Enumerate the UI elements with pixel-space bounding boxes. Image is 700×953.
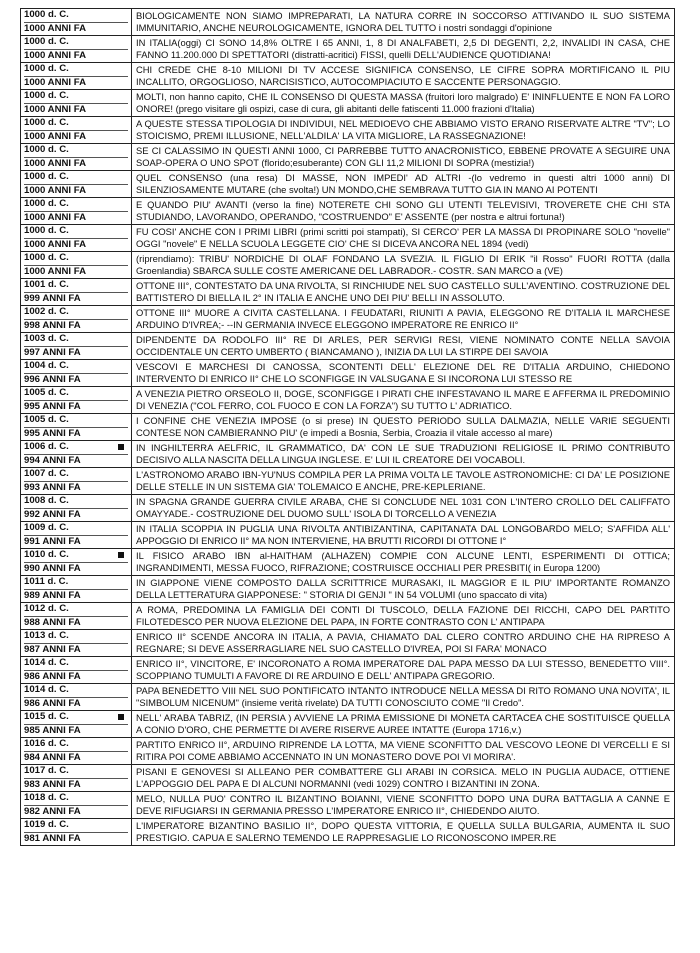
year-text: 1018 d. C. xyxy=(24,792,69,803)
date-cell xyxy=(21,441,132,468)
years-ago-label: 988 ANNI FA xyxy=(24,616,128,630)
years-ago-label: 997 ANNI FA xyxy=(24,346,128,360)
event-description: A ROMA, PREDOMINA LA FAMIGLIA DEI CONTI DI TUSCOLO, DELLA FAZIONE DEI RICCHI, CAPO DEL PARTITO FILOTEDESCO PER NUOVA ELEZIONE DEL PAPA, IN FORTE CONTRASTO CON L' ANTIPAPA xyxy=(132,603,675,630)
year-label xyxy=(24,63,128,76)
year-label xyxy=(24,117,128,130)
year-text: 1001 d. C. xyxy=(24,279,69,290)
years-ago-label: 992 ANNI FA xyxy=(24,508,128,522)
year-label xyxy=(24,765,128,778)
years-ago-label: 981 ANNI FA xyxy=(24,832,128,846)
event-description: L'IMPERATORE BIZANTINO BASILIO II°, DOPO QUESTA VITTORIA, E QUELLA SULLA BULGARIA, AUMENTA IL SUO PRESTIGIO. CAPUA E SALERNO TEMENDO LE RAPPRESAGLIE LO RICONOSCONO IMPER.RE xyxy=(132,819,675,846)
years-ago-label: 1000 ANNI FA xyxy=(24,238,128,252)
years-ago-label: 1000 ANNI FA xyxy=(24,265,128,279)
year-label xyxy=(24,792,128,805)
event-description: IN SPAGNA GRANDE GUERRA CIVILE ARABA, CHE SI CONCLUDE NEL 1031 CON L'INTERO CROLLO DEL CALIFFATO OMAYYADE.- COSTRUZIONE DEL DUOMO SULL' ISOLA DI TORCELLO A VENEZIA xyxy=(132,495,675,522)
years-ago-label: 986 ANNI FA xyxy=(24,670,128,684)
date-cell xyxy=(21,738,132,765)
table-row xyxy=(21,144,675,171)
table-row xyxy=(21,171,675,198)
table-row xyxy=(21,522,675,549)
year-text: 1016 d. C. xyxy=(24,738,69,749)
years-ago-label: 999 ANNI FA xyxy=(24,292,128,306)
date-cell xyxy=(21,603,132,630)
chronology-page xyxy=(20,8,675,846)
date-cell xyxy=(21,198,132,225)
table-row xyxy=(21,9,675,36)
date-cell xyxy=(21,657,132,684)
event-description: L'ASTRONOMO ARABO IBN-YU'NUS COMPILA PER LA PRIMA VOLTA LE TAVOLE ASTRONOMICHE: CI DA' LE POSIZIONE DELLE STELLE IN UN SISTEMA GIA' TOLEMAICO E ANCHE, PRE-KEPLERIANE. xyxy=(132,468,675,495)
year-text: 1000 d. C. xyxy=(24,171,69,182)
event-description: PAPA BENEDETTO VIII NEL SUO PONTIFICATO INTANTO INTRODUCE NELLA MESSA DI RITO ROMANO UNA NOVITA', IL "SIMBOLUM NICENUM" (insieme verità rivelate) DA TUTTI CONOSCIUTO COME "Il Credo". xyxy=(132,684,675,711)
year-text: 1011 d. C. xyxy=(24,576,69,587)
year-label xyxy=(24,252,128,265)
date-cell xyxy=(21,90,132,117)
date-cell xyxy=(21,117,132,144)
years-ago-label: 985 ANNI FA xyxy=(24,724,128,738)
table-row xyxy=(21,441,675,468)
event-description: MOLTI, non hanno capito, CHE IL CONSENSO DI QUESTA MASSA (fruitori loro malgrado) E' ININFLUENTE E NON FA LORO ONORE! (prego visitare gli ospizi, case di cura, gli abitanti delle fatiscenti 11.000 frazioni d'Italia) xyxy=(132,90,675,117)
year-label xyxy=(24,171,128,184)
year-label xyxy=(24,333,128,346)
years-ago-label: 983 ANNI FA xyxy=(24,778,128,792)
year-label xyxy=(24,684,128,697)
year-label xyxy=(24,36,128,49)
date-cell xyxy=(21,279,132,306)
event-description: IN INGHILTERRA AELFRIC, IL GRAMMATICO, DA' CON LE SUE TRADUZIONI RELIGIOSE IL PRIMO CONTRIBUTO DECISIVO ALLA NASCITA DELLA LINGUA INGLESE. E' LUI IL CREATORE DEI VOCABOLI. xyxy=(132,441,675,468)
years-ago-label: 1000 ANNI FA xyxy=(24,184,128,198)
years-ago-label: 994 ANNI FA xyxy=(24,454,128,468)
table-row xyxy=(21,738,675,765)
years-ago-label: 989 ANNI FA xyxy=(24,589,128,603)
highlight-square-icon xyxy=(118,714,124,720)
year-text: 1005 d. C. xyxy=(24,414,69,425)
event-description: PISANI E GENOVESI SI ALLEANO PER COMBATTERE GLI ARABI IN CORSICA. MELO IN PUGLIA AUDACE, OTTIENE L'APPOGGIO DEL PAPA E DI ALCUNI NORMANNI (vedi 1029) CONTRO I BIZANTINI IN ZONA. xyxy=(132,765,675,792)
table-row xyxy=(21,603,675,630)
table-row xyxy=(21,414,675,441)
year-label xyxy=(24,279,128,292)
year-text: 1006 d. C. xyxy=(24,441,69,452)
table-row xyxy=(21,549,675,576)
event-description: A VENEZIA PIETRO ORSEOLO II, DOGE, SCONFIGGE I PIRATI CHE INFESTAVANO IL MARE E AFFERMA IL PREDOMINIO DI VENEZIA ("COL FERRO, COL FUOCO E CON LA FORZA") SU TUTTO L' ADRIATICO. xyxy=(132,387,675,414)
event-description: OTTONE III° MUORE A CIVITA CASTELLANA. I FEUDATARI, RIUNITI A PAVIA, ELEGGONO RE D'ITALIA IL MARCHESE ARDUINO D'IVREA;- --IN GERMANIA INVECE ELEGGONO IMPERATORE RE ENRICO II° xyxy=(132,306,675,333)
years-ago-label: 995 ANNI FA xyxy=(24,400,128,414)
year-label xyxy=(24,522,128,535)
table-row xyxy=(21,576,675,603)
year-text: 1015 d. C. xyxy=(24,711,69,722)
event-description: SE CI CALASSIMO IN QUESTI ANNI 1000, CI PARREBBE TUTTO ANACRONISTICO, EBBENE PROVATE A SEGUIRE UNA SOAP-OPERA O UNO SPOT (florido;esuberante) CON GLI 11,2 MILIONI DI SOPRA (mestizia!) xyxy=(132,144,675,171)
event-description: OTTONE III°, CONTESTATO DA UNA RIVOLTA, SI RINCHIUDE NEL SUO CASTELLO SULL'AVENTINO. COSTRUZIONE DEL BATTISTERO DI BIELLA IL 2° IN ITALIA E ANCHE UNO DEI PIU' BELLI IN ASSOLUTO. xyxy=(132,279,675,306)
year-text: 1000 d. C. xyxy=(24,90,69,101)
years-ago-label: 986 ANNI FA xyxy=(24,697,128,711)
table-row xyxy=(21,252,675,279)
year-label xyxy=(24,441,128,454)
event-description: A QUESTE STESSA TIPOLOGIA DI INDIVIDUI, NEL MEDIOEVO CHE ABBIAMO VISTO ERANO RISERVATE ALTRE "TV"; LO STOICISMO, PREMI ILLUSIONE, NELL'ALDILA' LA VITA MIGLIORE, LA RASSEGNAZIONE! xyxy=(132,117,675,144)
event-description: IN ITALIA(oggi) CI SONO 14,8% OLTRE I 65 ANNI, 1, 8 DI ANALFABETI, 2,5 DI DEGENTI, 2,2, INVALIDI IN CASA, CHE FANNO 11.200.000 DI SPETTATORI (distratti-acritici) FISSI, quelli DELL'AUDIENCE QUOTIDIANA! xyxy=(132,36,675,63)
year-label xyxy=(24,468,128,481)
year-text: 1014 d. C. xyxy=(24,657,69,668)
year-label xyxy=(24,414,128,427)
date-cell xyxy=(21,495,132,522)
table-row xyxy=(21,684,675,711)
date-cell xyxy=(21,144,132,171)
date-cell xyxy=(21,63,132,90)
event-description: IL FISICO ARABO IBN al-HAITHAM (ALHAZEN) COMPIE CON ALCUNE LENTI, ESPERIMENTI DI OTTICA; INGRANDIMENTI, MESSA FUOCO, RIFRAZIONE; COSTRUISCE OCCHIALI PER PRESBITI( in Europa 1200) xyxy=(132,549,675,576)
event-description: IN GIAPPONE VIENE COMPOSTO DALLA SCRITTRICE MURASAKI, IL MAGGIOR E IL PIU' IMPORTANTE ROMANZO DELLA LETTERATURA GIAPPONESE: " STORIA DI GENJI " IN 54 VOLUMI (uno spaccato di vita) xyxy=(132,576,675,603)
year-text: 1004 d. C. xyxy=(24,360,69,371)
table-row xyxy=(21,360,675,387)
years-ago-label: 982 ANNI FA xyxy=(24,805,128,819)
years-ago-label: 995 ANNI FA xyxy=(24,427,128,441)
table-row xyxy=(21,387,675,414)
year-text: 1014 d. C. xyxy=(24,684,69,695)
table-row xyxy=(21,765,675,792)
table-row xyxy=(21,630,675,657)
year-text: 1000 d. C. xyxy=(24,252,69,263)
event-description: CHI CREDE CHE 8-10 MILIONI DI TV ACCESE SIGNIFICA CONSENSO, LE CIFRE SOPRA MORTIFICANO IL PIU INCALLITO, ORGOGLIOSO, NARCISISTICO, AUTOCOMPIACIUTO E SACCENTE PERSONAGGIO. xyxy=(132,63,675,90)
date-cell xyxy=(21,576,132,603)
table-row xyxy=(21,792,675,819)
date-cell xyxy=(21,9,132,36)
year-label xyxy=(24,9,128,22)
year-text: 1010 d. C. xyxy=(24,549,69,560)
date-cell xyxy=(21,171,132,198)
year-label xyxy=(24,819,128,832)
event-description: I CONFINE CHE VENEZIA IMPOSE (o si prese) IN QUESTO PERIODO SULLA DALMAZIA, NELLE VARIE SEGUENTI CONTESE NON CAMBIERANNO PIU' (e impedi a Bosnia, Serbia, Croazia il vitale accesso al mare) xyxy=(132,414,675,441)
event-description: (riprendiamo): TRIBU' NORDICHE DI OLAF FONDANO LA SVEZIA. IL FIGLIO DI ERIK "il Rosso" FUORI ROTTA (dalla Groenlandia) SBARCA SULLE COSTE AMERICANE DEL LABRADOR.- COSTR. SAN MARCO a (VE) xyxy=(132,252,675,279)
date-cell xyxy=(21,630,132,657)
event-description: PARTITO ENRICO II°, ARDUINO RIPRENDE LA LOTTA, MA VIENE SCONFITTO DAL VESCOVO LEONE DI VERCELLI E SI RITIRA POI COME ABBIAMO ACCENNATO IN UN MONASTERO DOVE POI VI MORIRA'. xyxy=(132,738,675,765)
years-ago-label: 993 ANNI FA xyxy=(24,481,128,495)
table-row xyxy=(21,333,675,360)
years-ago-label: 984 ANNI FA xyxy=(24,751,128,765)
year-text: 1000 d. C. xyxy=(24,225,69,236)
year-text: 1000 d. C. xyxy=(24,144,69,155)
years-ago-label: 1000 ANNI FA xyxy=(24,22,128,36)
date-cell xyxy=(21,36,132,63)
event-description: NELL' ARABA TABRIZ, (IN PERSIA ) AVVIENE LA PRIMA EMISSIONE DI MONETA CARTACEA CHE SOSTITUISCE QUELLA A CONIO D'ORO, CHE PERMETTE DI AVERE RISERVE AUREE INTATTE (Europa 1716,v.) xyxy=(132,711,675,738)
year-label xyxy=(24,657,128,670)
year-text: 1012 d. C. xyxy=(24,603,69,614)
event-description: BIOLOGICAMENTE NON SIAMO IMPREPARATI, LA NATURA CORRE IN SOCCORSO ATTIVANDO IL SUO SISTEMA IMMUNITARIO, ANCHE NEUROLOGICAMENTE, IGNORA DEL TUTTO i nostri sondaggi d'opinione xyxy=(132,9,675,36)
date-cell xyxy=(21,360,132,387)
years-ago-label: 991 ANNI FA xyxy=(24,535,128,549)
table-row xyxy=(21,36,675,63)
table-row xyxy=(21,63,675,90)
event-description: E QUANDO PIU' AVANTI (verso la fine) NOTERETE CHI SONO GLI UTENTI TELEVISIVI, TROVERETE CHE CHI STA STUDIANDO, LAVORANDO, OPERANDO, "COSTRUENDO" E' ASSENTE (per nostra e altrui fortuna!) xyxy=(132,198,675,225)
years-ago-label: 996 ANNI FA xyxy=(24,373,128,387)
event-description: FU COSI' ANCHE CON I PRIMI LIBRI (primi scritti poi stampati), SI CERCO' PER LA MASSA DI PROPINARE SOLO "novelle" OGGI "novele" E NELLA SCUOLA LEGGETE CIO' CHE SI DICEVA ANCORA NEL 1894 (vedi) xyxy=(132,225,675,252)
year-label xyxy=(24,603,128,616)
chronology-table xyxy=(20,8,675,846)
years-ago-label: 998 ANNI FA xyxy=(24,319,128,333)
date-cell xyxy=(21,225,132,252)
year-label xyxy=(24,225,128,238)
year-text: 1005 d. C. xyxy=(24,387,69,398)
table-row xyxy=(21,279,675,306)
date-cell xyxy=(21,522,132,549)
date-cell xyxy=(21,549,132,576)
year-label xyxy=(24,387,128,400)
year-text: 1002 d. C. xyxy=(24,306,69,317)
date-cell xyxy=(21,468,132,495)
year-label xyxy=(24,90,128,103)
date-cell xyxy=(21,765,132,792)
date-cell xyxy=(21,306,132,333)
year-text: 1000 d. C. xyxy=(24,9,69,20)
table-row xyxy=(21,306,675,333)
year-label xyxy=(24,576,128,589)
date-cell xyxy=(21,684,132,711)
year-label xyxy=(24,549,128,562)
chronology-rows xyxy=(21,9,675,846)
date-cell xyxy=(21,414,132,441)
table-row xyxy=(21,225,675,252)
year-text: 1017 d. C. xyxy=(24,765,69,776)
highlight-square-icon xyxy=(118,552,124,558)
table-row xyxy=(21,657,675,684)
year-text: 1000 d. C. xyxy=(24,117,69,128)
year-label xyxy=(24,738,128,751)
year-text: 1000 d. C. xyxy=(24,63,69,74)
table-row xyxy=(21,819,675,846)
year-label xyxy=(24,144,128,157)
table-row xyxy=(21,711,675,738)
date-cell xyxy=(21,819,132,846)
year-text: 1019 d. C. xyxy=(24,819,69,830)
year-label xyxy=(24,711,128,724)
years-ago-label: 987 ANNI FA xyxy=(24,643,128,657)
date-cell xyxy=(21,252,132,279)
year-label xyxy=(24,630,128,643)
table-row xyxy=(21,117,675,144)
event-description: ENRICO II° SCENDE ANCORA IN ITALIA, A PAVIA, CHIAMATO DAL CLERO CONTRO ARDUINO CHE HA RIPRESO A REGNARE; SI DEVE ASSERRAGLIARE NEL SUO CASTELLO D'IVREA, POI SI FARA' MONACO xyxy=(132,630,675,657)
event-description: ENRICO II°, VINCITORE, E' INCORONATO A ROMA IMPERATORE DAL PAPA MESSO DA LUI STESSO, BENEDETTO VIII°. SCOPPIANO TUMULTI A FAVORE DI RE ARDUINO E DELL' ANTIPAPA GREGORIO. xyxy=(132,657,675,684)
year-label xyxy=(24,198,128,211)
table-row xyxy=(21,90,675,117)
event-description: QUEL CONSENSO (una resa) DI MASSE, NON IMPEDI' AD ALTRI -(lo vedremo in questi altri 1000 anni) DI SILENZIOSAMENTE MUTARE (che svolta!) UN MONDO,CHE SEMBRAVA TUTTO GIA IN MANO AI POTENTI xyxy=(132,171,675,198)
years-ago-label: 1000 ANNI FA xyxy=(24,157,128,171)
year-text: 1000 d. C. xyxy=(24,198,69,209)
year-label xyxy=(24,360,128,373)
years-ago-label: 1000 ANNI FA xyxy=(24,76,128,90)
table-row xyxy=(21,468,675,495)
table-row xyxy=(21,198,675,225)
year-label xyxy=(24,495,128,508)
table-row xyxy=(21,495,675,522)
year-text: 1008 d. C. xyxy=(24,495,69,506)
date-cell xyxy=(21,792,132,819)
year-text: 1000 d. C. xyxy=(24,36,69,47)
event-description: IN ITALIA SCOPPIA IN PUGLIA UNA RIVOLTA ANTIBIZANTINA, CAPITANATA DAL LONGOBARDO MELO; S'AFFIDA ALL' APPOGGIO DI ENRICO II° MA NON INTERVIENE, HA BRUTTI RICORDI DI OTTONE I° xyxy=(132,522,675,549)
year-text: 1013 d. C. xyxy=(24,630,69,641)
date-cell xyxy=(21,711,132,738)
highlight-square-icon xyxy=(118,444,124,450)
years-ago-label: 1000 ANNI FA xyxy=(24,49,128,63)
date-cell xyxy=(21,387,132,414)
year-label xyxy=(24,306,128,319)
years-ago-label: 1000 ANNI FA xyxy=(24,211,128,225)
year-text: 1009 d. C. xyxy=(24,522,69,533)
year-text: 1003 d. C. xyxy=(24,333,69,344)
years-ago-label: 990 ANNI FA xyxy=(24,562,128,576)
event-description: MELO, NULLA PUO' CONTRO IL BIZANTINO BOIANNI, VIENE SCONFITTO DOPO UNA DURA BATTAGLIA A CANNE E DEVE RIFUGIARSI IN GERMANIA PRESSO L'IMPERATORE ENRICO II°, CHIEDENDO AIUTO. xyxy=(132,792,675,819)
years-ago-label: 1000 ANNI FA xyxy=(24,103,128,117)
date-cell xyxy=(21,333,132,360)
event-description: DIPENDENTE DA RODOLFO III° RE DI ARLES, PER SERVIGI RESI, VIENE NOMINATO CONTE NELLA SAVOIA OCCIDENTALE UN CERTO UMBERTO ( BIANCAMANO ), INIZIA DA LUI LA STIRPE DEI SAVOIA xyxy=(132,333,675,360)
years-ago-label: 1000 ANNI FA xyxy=(24,130,128,144)
event-description: VESCOVI E MARCHESI DI CANOSSA, SCONTENTI DELL' ELEZIONE DEL RE D'ITALIA ARDUINO, CHIEDONO INTERVENTO DI ENRICO II° CHE LO SCONFIGGE IN VALSUGANA E SI INCORONA LUI STESSO RE xyxy=(132,360,675,387)
year-text: 1007 d. C. xyxy=(24,468,69,479)
